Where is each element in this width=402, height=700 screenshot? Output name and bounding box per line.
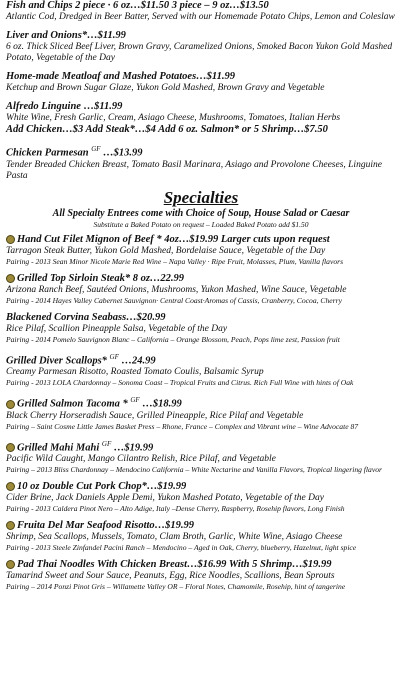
item-pairing: Pairing - 2014 Hayes Valley Cabernet Sauvignon· Central Coast·Aromas of Cassis, Cranberry, Cocoa, Cherry bbox=[6, 295, 342, 305]
wine-pairing-icon bbox=[6, 482, 15, 491]
item-addons: Add Chicken…$3 Add Steak*…$4 Add 6 oz. Salmon* or 5 Shrimp…$7.50 bbox=[6, 124, 328, 135]
item-title: Fruita Del Mar Seafood Risotto…$19.99 bbox=[17, 520, 195, 531]
wine-pairing-icon bbox=[6, 443, 15, 452]
item-title: Chicken Parmesan bbox=[6, 147, 89, 159]
item-title: Pad Thai Noodles With Chicken Breast…$16.99 With 5 Shrimp…$19.99 bbox=[17, 559, 332, 570]
wine-pairing-icon bbox=[6, 560, 15, 569]
item-description: Black Cherry Horseradish Sauce, Grilled Pineapple, Rice Pilaf and Vegetable bbox=[6, 410, 304, 421]
item-pairing: Pairing - 2013 Sean Minor Nicole Marie Red Wine – Napa Valley · Ripe Fruit, Molasses, Plum, Vanilla flavors bbox=[6, 256, 344, 266]
item-title: Alfredo Linguine …$11.99 bbox=[6, 101, 123, 112]
gluten-free-icon: GF bbox=[109, 352, 119, 361]
specialty-salmon-tacoma bbox=[6, 394, 396, 431]
menu-item-chicken-parmesan bbox=[6, 143, 396, 182]
item-title: Hand Cut Filet Mignon of Beef * 4oz…$19.99 Larger cuts upon request bbox=[17, 233, 330, 245]
specialties-header bbox=[6, 188, 396, 230]
gluten-free-icon: GF bbox=[101, 439, 112, 448]
item-title: Blackened Corvina Seabass…$20.99 bbox=[6, 311, 166, 323]
item-title: Grilled Mahi Mahi bbox=[17, 442, 100, 453]
item-description: Tamarind Sweet and Sour Sauce, Peanuts, Egg, Rice Noodles, Scallions, Bean Sprouts bbox=[6, 571, 335, 581]
specialty-pad-thai bbox=[6, 559, 396, 591]
item-pairing: Pairing – 2013 Bliss Chardonnay – Mendocino California – White Nectarine and Vanilla Flavors, Tropical lingering flavor bbox=[6, 465, 382, 474]
menu-item-meatloaf bbox=[6, 71, 396, 94]
wine-pairing-icon bbox=[6, 274, 15, 283]
item-title: Liver and Onions*…$11.99 bbox=[6, 30, 126, 41]
item-description: Shrimp, Sea Scallops, Mussels, Tomato, Clam Broth, Garlic, White Wine, Asiago Cheese bbox=[6, 532, 343, 542]
item-description: Arizona Ranch Beef, Sautéed Onions, Mushrooms, Yukon Mashed, Wine Sauce, Vegetable bbox=[6, 284, 347, 295]
item-description: Rice Pilaf, Scallion Pineapple Salsa, Vegetable of the Day bbox=[6, 323, 228, 334]
specialty-mahi-mahi bbox=[6, 438, 396, 475]
wine-pairing-icon bbox=[6, 521, 15, 530]
specialty-filet-mignon bbox=[6, 234, 396, 266]
item-pairing: Pairing – 2014 Ponzi Pinot Gris – Willamette Valley OR – Floral Notes, Chamomile, Rosehip, hint of tangerine bbox=[6, 582, 346, 591]
item-title: Grilled Salmon Tacoma * bbox=[17, 398, 128, 410]
specialty-top-sirloin bbox=[6, 273, 396, 305]
item-pairing: Pairing - 2013 LOLA Chardonnay – Sonoma Coast – Tropical Fruits and Citrus. Rich Full Wine with hints of Oak bbox=[6, 378, 354, 387]
specialties-note: Substitute a Baked Potato on request – Loaded Baked Potato add $1.50 bbox=[93, 219, 309, 229]
item-pairing: Pairing - 2013 Caldera Pinot Nero – Alto Adige, Italy –Dense Cherry, Raspberry, Rosehip flavors, Long Finish bbox=[6, 504, 345, 513]
menu-item-liver-and-onions bbox=[6, 30, 396, 64]
item-description: Ketchup and Brown Sugar Glaze, Yukon Gold Mashed, Brown Gravy and Vegetable bbox=[6, 83, 325, 93]
item-description: White Wine, Fresh Garlic, Cream, Asiago Cheese, Mushrooms, Tomatoes, Italian Herbs bbox=[6, 113, 341, 123]
specialty-corvina-seabass bbox=[6, 312, 396, 344]
item-title: Fish and Chips 2 piece · 6 oz…$11.50 3 piece – 9 oz…$13.50 bbox=[6, 0, 269, 11]
wine-pairing-icon bbox=[6, 235, 15, 244]
specialties-subtitle: All Specialty Entrees come with Choice of Soup, House Salad or Caesar bbox=[52, 207, 350, 219]
gluten-free-icon: GF bbox=[130, 396, 140, 404]
item-description: Creamy Parmesan Risotto, Roasted Tomato Coulis, Balsamic Syrup bbox=[6, 367, 264, 377]
item-description: Tender Breaded Chicken Breast, Tomato Basil Marinara, Asiago and Provolone Cheeses, Linguine Pasta bbox=[6, 159, 382, 181]
menu-item-alfredo-linguine bbox=[6, 101, 396, 136]
item-description: Tarragon Steak Butter, Yukon Gold Mashed, Bordelaise Sauce, Vegetable of the Day bbox=[6, 245, 326, 256]
item-pairing: Pairing - 2013 Steele Zinfandel Pacini Ranch – Mendocino – Aged in Oak, Cherry, blueberry, Hazelnut, light spice bbox=[6, 543, 357, 552]
specialty-diver-scallops bbox=[6, 351, 396, 388]
item-price: …24.99 bbox=[121, 355, 156, 366]
item-price: …$18.99 bbox=[142, 398, 182, 410]
specialty-seafood-risotto bbox=[6, 520, 396, 552]
item-title: 10 oz Double Cut Pork Chop*…$19.99 bbox=[17, 481, 187, 492]
item-price: …$13.99 bbox=[103, 147, 143, 159]
item-description: Atlantic Cod, Dredged in Beer Batter, Served with our Homemade Potato Chips, Lemon and Coleslaw bbox=[6, 12, 395, 22]
item-title: Grilled Diver Scallops* bbox=[6, 355, 107, 366]
specialties-title: Specialties bbox=[163, 187, 239, 207]
gluten-free-icon: GF bbox=[91, 145, 101, 153]
item-price: …$19.99 bbox=[113, 442, 154, 453]
item-description: 6 oz. Thick Sliced Beef Liver, Brown Gravy, Caramelized Onions, Smoked Bacon Yukon Gold Mashed Potato, Vegetable of the Day bbox=[6, 42, 393, 63]
wine-pairing-icon bbox=[6, 400, 15, 409]
item-description: Pacific Wild Caught, Mango Cilantro Relish, Rice Pilaf, and Vegetable bbox=[6, 454, 276, 464]
item-title: Grilled Top Sirloin Steak* 8 oz…22.99 bbox=[17, 272, 185, 284]
item-pairing: Pairing - 2014 Pomelo Sauvignon Blanc – California – Orange Blossom, Peach, Pops lime zest, Passion fruit bbox=[6, 334, 340, 344]
item-pairing: Pairing – Saint Cosme Little James Basket Press – Rhone, France – Complex and Vibrant wine – Wine Advocate 87 bbox=[6, 421, 359, 431]
specialty-pork-chop bbox=[6, 481, 396, 513]
item-title: Home-made Meatloaf and Mashed Potatoes…$11.99 bbox=[6, 71, 235, 82]
item-description: Cider Brine, Jack Daniels Apple Demi, Yukon Mashed Potato, Vegetable of the Day bbox=[6, 493, 324, 503]
menu-item-fish-and-chips bbox=[6, 0, 396, 23]
